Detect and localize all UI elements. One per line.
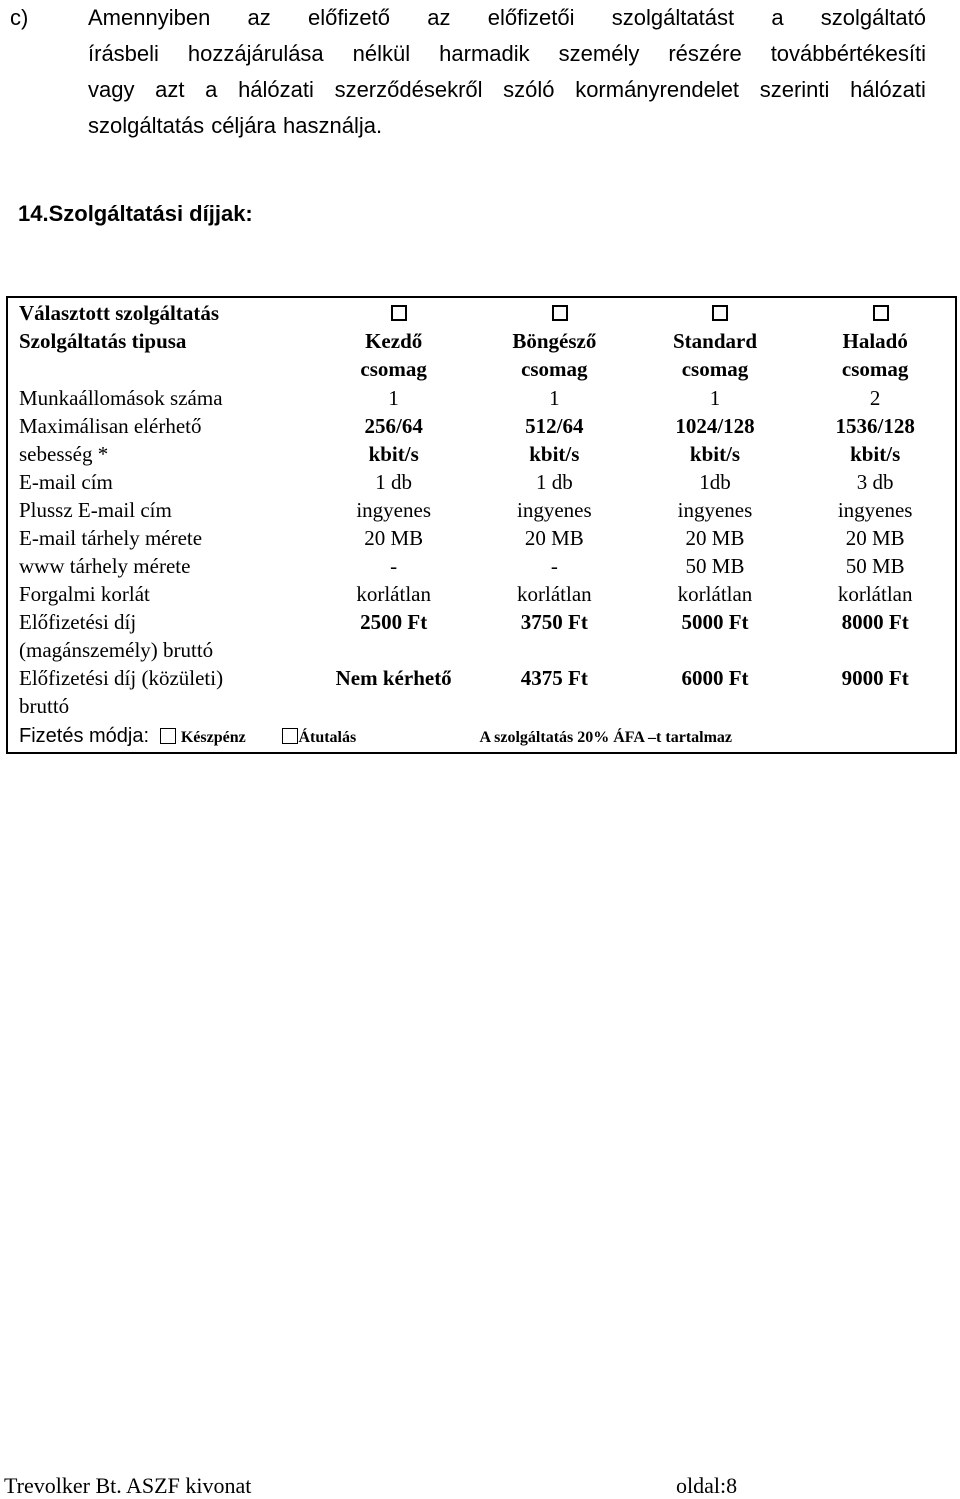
package-checkbox-standard[interactable] (635, 297, 796, 327)
checkbox-icon[interactable] (391, 305, 407, 321)
paragraph-word: vagy (88, 77, 135, 102)
table-cell (635, 524, 796, 552)
package-header (474, 327, 635, 383)
cell-value: 1 (709, 386, 721, 410)
table-cell (635, 608, 796, 664)
checkbox-icon[interactable] (552, 305, 568, 321)
paragraph-word: írásbeli (88, 41, 159, 66)
cell-value: korlátlan (517, 582, 592, 606)
table-row (7, 412, 956, 468)
row-label-text: E-mail tárhely mérete (19, 526, 203, 550)
table-cell (635, 468, 796, 496)
row-label (7, 524, 313, 552)
footer-company: Trevolker Bt. ASZF kivonat (4, 1473, 252, 1498)
package-name: Haladó (842, 329, 908, 353)
cell-value: korlátlan (837, 582, 913, 606)
cell-value: Nem kérhető (335, 666, 452, 690)
row-label (7, 664, 313, 720)
service-type-label: Szolgáltatás tipusa (19, 329, 187, 353)
cell-value: korlátlan (356, 582, 431, 606)
transfer-checkbox-icon[interactable] (282, 728, 298, 744)
paragraph-line-3 (88, 72, 926, 108)
cell-value: 6000 Ft (681, 666, 749, 690)
cell-value: ingyenes (516, 498, 592, 522)
row-label (7, 468, 313, 496)
paragraph-word: szerinti (759, 77, 830, 102)
service-fees-table (6, 296, 957, 754)
row-label (7, 412, 313, 468)
table-cell (795, 412, 956, 468)
paragraph-word: használja. (283, 113, 383, 138)
paragraph-word: nélkül (352, 41, 411, 66)
table-cell (313, 608, 474, 664)
package-checkbox-kezdo[interactable] (313, 297, 474, 327)
cell-value: 20 MB (845, 526, 905, 550)
package-checkbox-bongeszo[interactable] (474, 297, 635, 327)
payment-method-row (7, 720, 956, 753)
row-label (7, 580, 313, 608)
paragraph-c (10, 0, 926, 144)
payment-cash-label: Készpénz (180, 729, 246, 746)
row-label-text: www tárhely mérete (19, 554, 191, 578)
section-heading: 14.Szolgáltatási díjjak: (18, 201, 253, 226)
row-label-text: Előfizetési díj (19, 610, 137, 634)
cell-value: 9000 Ft (841, 666, 909, 690)
table-cell (474, 580, 635, 608)
cell-value: - (550, 554, 558, 578)
paragraph-word: szolgáltatás (88, 113, 205, 138)
paragraph-word: részére (668, 41, 742, 66)
table-cell (313, 664, 474, 720)
paragraph-word: szolgáltató (820, 5, 926, 30)
row-label-text: E-mail cím (19, 470, 113, 494)
row-label-text-2: (magánszemély) bruttó (19, 638, 214, 662)
row-label-text: Forgalmi korlát (19, 582, 150, 606)
paragraph-word: hozzájárulása (187, 41, 324, 66)
payment-label: Fizetés módja: (19, 725, 150, 747)
row-label-text-2: sebesség * (19, 442, 109, 466)
selected-service-label: Választott szolgáltatás (19, 301, 220, 325)
cell-value: 1 (388, 386, 399, 410)
package-header (795, 327, 956, 383)
paragraph-word: szolgáltatást (611, 5, 735, 30)
table-cell (795, 664, 956, 720)
cell-value: 3750 Ft (520, 610, 588, 634)
table-cell (313, 496, 474, 524)
cell-value: 5000 Ft (681, 610, 749, 634)
table-cell (474, 496, 635, 524)
table-cell (795, 383, 956, 412)
table-cell (474, 664, 635, 720)
package-checkbox-halado[interactable] (795, 297, 956, 327)
table-row (7, 580, 956, 608)
table-cell (474, 552, 635, 580)
selected-service-row (7, 297, 956, 327)
table-row (7, 383, 956, 412)
paragraph-word: harmadik (439, 41, 530, 66)
paragraph-word: szóló (503, 77, 555, 102)
list-marker: c) (10, 5, 29, 30)
cell-value: 20 MB (685, 526, 745, 550)
package-unit: csomag (841, 357, 909, 381)
paragraph-word: hálózati (850, 77, 926, 102)
table-cell (795, 552, 956, 580)
cell-unit: kbit/s (689, 442, 741, 466)
row-label-text: Munkaállomások száma (19, 386, 223, 410)
vat-note: A szolgáltatás 20% ÁFA –t tartalmaz (479, 729, 733, 746)
table-row (7, 468, 956, 496)
cell-value: ingyenes (677, 498, 753, 522)
cell-value: 2 (869, 386, 881, 410)
cell-value: 1024/128 (675, 414, 755, 438)
cell-unit: kbit/s (529, 442, 580, 466)
cell-value: 2500 Ft (360, 610, 428, 634)
table-cell (635, 383, 796, 412)
footer-page-number: oldal:8 (676, 1473, 738, 1498)
table-row (7, 664, 956, 720)
cell-value: - (390, 554, 398, 578)
row-label (7, 608, 313, 664)
cell-value: 50 MB (685, 554, 745, 578)
service-type-row (7, 327, 956, 383)
payment-transfer-label: Átutalás (298, 729, 357, 746)
cell-value: 4375 Ft (520, 666, 588, 690)
paragraph-word: továbbértékesíti (770, 41, 926, 66)
paragraph-line-1 (88, 0, 926, 36)
package-header (635, 327, 796, 383)
package-unit: csomag (681, 357, 749, 381)
row-label (7, 496, 313, 524)
package-unit: csomag (521, 357, 588, 381)
table-cell (795, 580, 956, 608)
cell-value: 20 MB (364, 526, 424, 550)
paragraph-word: az (247, 5, 271, 30)
checkbox-icon[interactable] (873, 305, 889, 321)
paragraph-word: azt (155, 77, 185, 102)
row-label-text: Plussz E-mail cím (19, 498, 172, 522)
table-cell (635, 552, 796, 580)
table-cell (313, 383, 474, 412)
table-cell (635, 664, 796, 720)
row-label-text: Maximálisan elérhető (19, 414, 202, 438)
cell-unit: kbit/s (368, 442, 419, 466)
cell-value: 1db (699, 470, 731, 494)
table-row (7, 524, 956, 552)
table-row (7, 552, 956, 580)
cell-unit: kbit/s (850, 442, 901, 466)
paragraph-line-2 (88, 36, 926, 72)
cell-value: 256/64 (364, 414, 423, 438)
cell-value: ingyenes (837, 498, 913, 522)
table-cell (635, 496, 796, 524)
cash-checkbox-icon[interactable] (160, 728, 176, 744)
paragraph-word: szerződésekről (334, 77, 483, 102)
cell-value: 3 db (856, 470, 894, 494)
paragraph-word: előfizető (308, 5, 390, 30)
table-cell (635, 580, 796, 608)
table-cell (795, 496, 956, 524)
cell-value: 50 MB (845, 554, 905, 578)
cell-value: 1536/128 (835, 414, 915, 438)
package-name: Böngésző (512, 329, 597, 353)
table-cell (635, 412, 796, 468)
cell-value: ingyenes (356, 498, 431, 522)
row-label (7, 383, 313, 412)
package-name: Kezdő (365, 329, 423, 353)
paragraph-line-4 (88, 108, 926, 144)
table-cell (474, 524, 635, 552)
table-cell (795, 468, 956, 496)
table-cell (313, 524, 474, 552)
paragraph-word: az (427, 5, 451, 30)
row-label-text: Előfizetési díj (közületi) (19, 666, 224, 690)
table-cell (474, 608, 635, 664)
row-label (7, 552, 313, 580)
table-cell (474, 383, 635, 412)
cell-value: 1 db (535, 470, 573, 494)
cell-value: 1 db (375, 470, 413, 494)
package-unit: csomag (360, 357, 427, 381)
paragraph-word: kormányrendelet (575, 77, 740, 102)
table-cell (313, 580, 474, 608)
cell-value: korlátlan (677, 582, 753, 606)
package-header (313, 327, 474, 383)
paragraph-word: céljára (211, 113, 276, 138)
package-name: Standard (672, 329, 757, 353)
table-cell (313, 468, 474, 496)
paragraph-word: Amennyiben (88, 5, 211, 30)
table-cell (795, 524, 956, 552)
paragraph-word: előfizetői (487, 5, 575, 30)
table-cell (313, 412, 474, 468)
table-cell (474, 412, 635, 468)
cell-value: 1 (549, 386, 560, 410)
paragraph-word: a (771, 5, 784, 30)
table-cell (474, 468, 635, 496)
paragraph-word: a (205, 77, 218, 102)
checkbox-icon[interactable] (712, 305, 728, 321)
cell-value: 20 MB (524, 526, 584, 550)
row-label-text-2: bruttó (19, 694, 70, 718)
paragraph-word: személy (558, 41, 640, 66)
paragraph-word: hálózati (238, 77, 314, 102)
table-row (7, 608, 956, 664)
cell-value: 512/64 (525, 414, 584, 438)
table-cell (795, 608, 956, 664)
payment-method (7, 720, 956, 753)
table-row (7, 496, 956, 524)
table-cell (313, 552, 474, 580)
cell-value: 8000 Ft (841, 610, 909, 634)
